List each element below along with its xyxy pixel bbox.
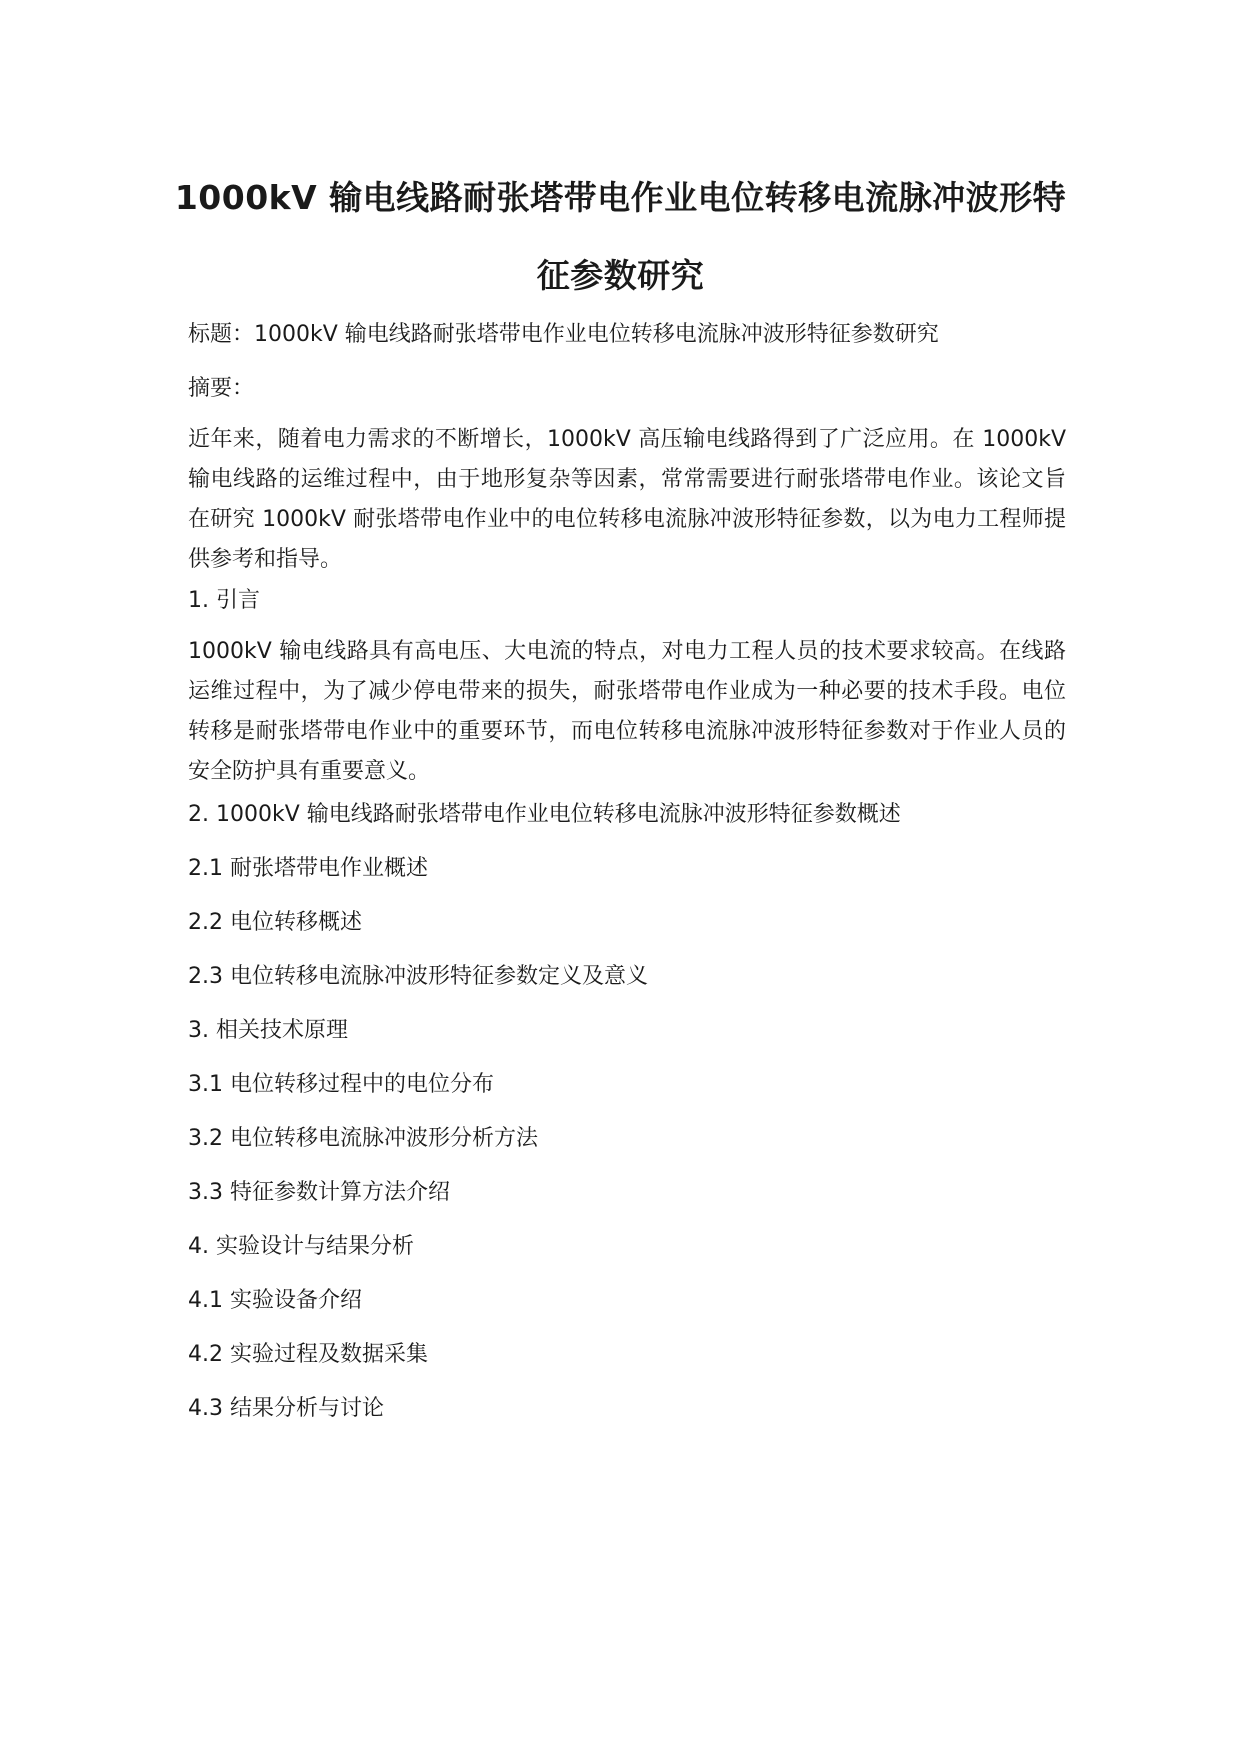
section-heading-3-1: 3.1 电位转移过程中的电位分布: [188, 1072, 494, 1097]
section-heading-3-3: 3.3 特征参数计算方法介绍: [188, 1180, 450, 1205]
title-line: 标题：1000kV 输电线路耐张塔带电作业电位转移电流脉冲波形特征参数研究: [188, 322, 939, 347]
section-heading-1: 1. 引言: [188, 588, 260, 613]
section-heading-4-3: 4.3 结果分析与讨论: [188, 1396, 384, 1421]
section-heading-3: 3. 相关技术原理: [188, 1018, 348, 1043]
abstract-label: 摘要：: [188, 376, 255, 401]
section-heading-4-1: 4.1 实验设备介绍: [188, 1288, 362, 1313]
document-title-line-1: 1000kV 输电线路耐张塔带电作业电位转移电流脉冲波形特: [174, 178, 1067, 217]
section-1-paragraph: 1000kV 输电线路具有高电压、大电流的特点，对电力工程人员的技术要求较高。在线路运维过程中，为了减少停电带来的损失，耐张塔带电作业成为一种必要的技术手段。电位转移是耐张塔带电作业中的重要环节，而电位转移电流脉冲波形特征参数对于作业人员的安全防护具有重要意义。: [188, 639, 1066, 784]
document-title-line-2: 征参数研究: [536, 256, 705, 295]
section-heading-4-2: 4.2 实验过程及数据采集: [188, 1342, 428, 1367]
section-heading-3-2: 3.2 电位转移电流脉冲波形分析方法: [188, 1126, 538, 1151]
section-heading-2-2: 2.2 电位转移概述: [188, 910, 362, 935]
section-heading-2: 2. 1000kV 输电线路耐张塔带电作业电位转移电流脉冲波形特征参数概述: [188, 802, 901, 827]
section-heading-2-3: 2.3 电位转移电流脉冲波形特征参数定义及意义: [188, 964, 648, 989]
section-heading-4: 4. 实验设计与结果分析: [188, 1234, 414, 1259]
abstract-paragraph: 近年来，随着电力需求的不断增长，1000kV 高压输电线路得到了广泛应用。在 1000kV 输电线路的运维过程中，由于地形复杂等因素，常常需要进行耐张塔带电作业。该论文旨在研究 1000kV 耐张塔带电作业中的电位转移电流脉冲波形特征参数，以为电力工程师提供参考和指导。: [188, 427, 1066, 572]
section-heading-2-1: 2.1 耐张塔带电作业概述: [188, 856, 428, 881]
